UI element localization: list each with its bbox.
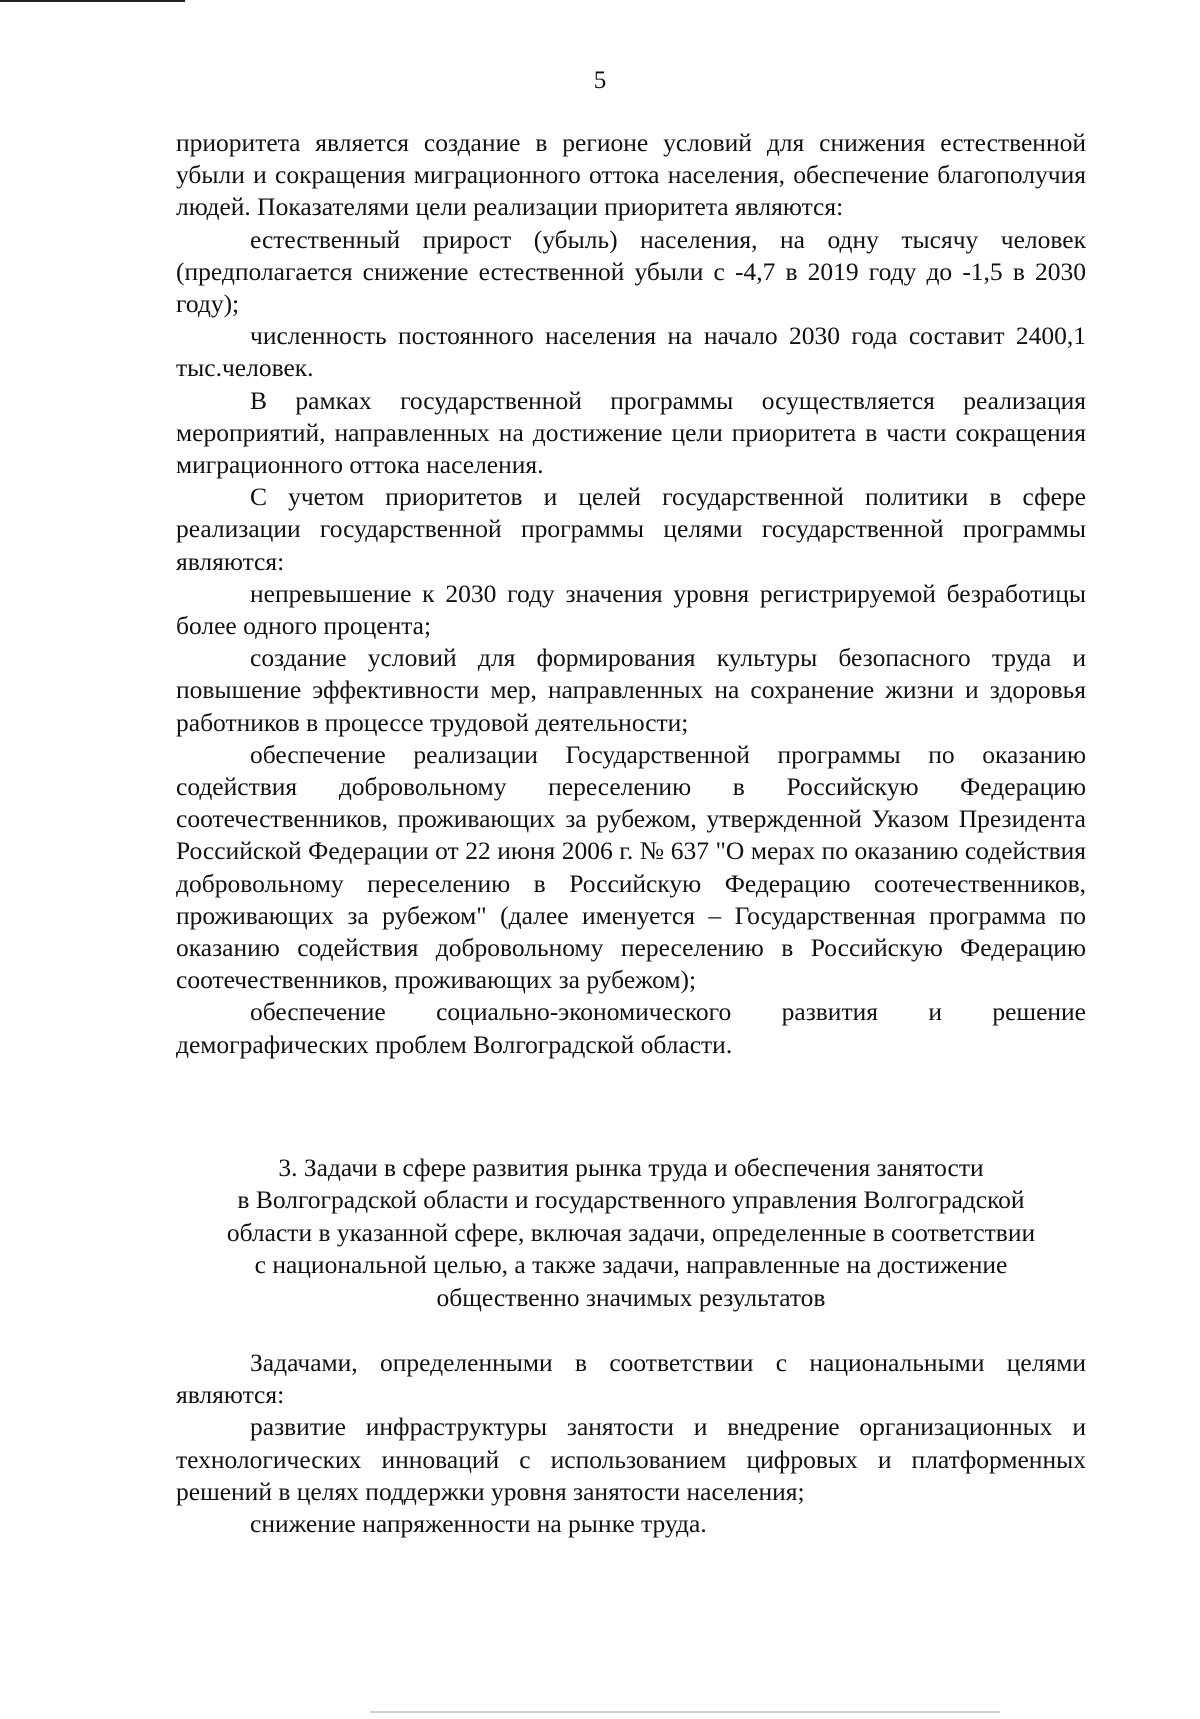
scan-edge-line-top (0, 0, 185, 2)
section-heading (176, 1152, 1086, 1314)
body-text (176, 127, 1086, 1061)
tasks-text (176, 1347, 1086, 1540)
section-heading-line-3: области в указанной сфере, включая задачи, определенные в соответствии (226, 1217, 1036, 1247)
section-heading-line-5: общественно значимых результатов (436, 1282, 826, 1312)
tasks-intro: Задачами, определенными в соответствии с национальными целями являются: (176, 1348, 1086, 1410)
scan-edge-line-bottom (370, 1711, 1000, 1713)
paragraph-1: приоритета является создание в регионе условий для снижения естественной убыли и сокращения миграционного оттока населения, обеспечение благополучия людей. Показателями цели реализации приоритета являются: (176, 128, 1086, 222)
paragraph-2: естественный прирост (убыль) населения, на одну тысячу человек (предполагается снижение естественной убыли с -4,7 в 2019 году до -1,5 в 2030 году); (176, 224, 1086, 319)
section-heading-line-1: 3. Задачи в сфере развития рынка труда и обеспечения занятости (278, 1153, 984, 1182)
page-number: 5 (593, 67, 607, 94)
paragraph-4: В рамках государственной программы осуществляется реализация мероприятий, направленных на достижение цели приоритета в части сокращения миграционного оттока населения. (176, 385, 1086, 480)
paragraph-8: обеспечение реализации Государственной программы по оказанию содействия добровольному переселению в Российскую Федерацию соотечественников, проживающих за рубежом, утвержденной Указом Президента Российской Федерации от 22 июня 2006 г. № 637 "О мерах по оказанию содействия добровольному переселению в Российскую Федерацию соотечественников, проживающих за рубежом" (далее именуется – Государственная программа по оказанию содействия добровольному переселению в Российскую Федерацию соотечественников, проживающих за рубежом); (176, 739, 1086, 995)
paragraph-9: обеспечение социально-экономического развития и решение демографических проблем Волгоградской области. (176, 997, 1086, 1059)
paragraph-7: создание условий для формирования культуры безопасного труда и повышение эффективности мер, направленных на сохранение жизни и здоровья работников в процессе трудовой деятельности; (176, 643, 1086, 737)
task-item-1: развитие инфраструктуры занятости и внедрение организационных и технологических инноваций с использованием цифровых и платформенных решений в целях поддержки уровня занятости населения; (176, 1412, 1086, 1506)
section-heading-line-2: в Волгоградской области и государственного управления Волгоградской (237, 1185, 1025, 1215)
section-heading-line-4: с национальной целью, а также задачи, направленные на достижение (254, 1250, 1008, 1280)
task-item-2: снижение напряженности на рынке труда. (250, 1509, 707, 1539)
paragraph-3: численность постоянного населения на начало 2030 года составит 2400,1 тыс.человек. (176, 321, 1086, 383)
paragraph-5: С учетом приоритетов и целей государственной политики в сфере реализации государственной программы целями государственной программы являются: (176, 482, 1086, 576)
paragraph-6: непревышение к 2030 году значения уровня регистрируемой безработицы более одного процента; (176, 578, 1086, 641)
